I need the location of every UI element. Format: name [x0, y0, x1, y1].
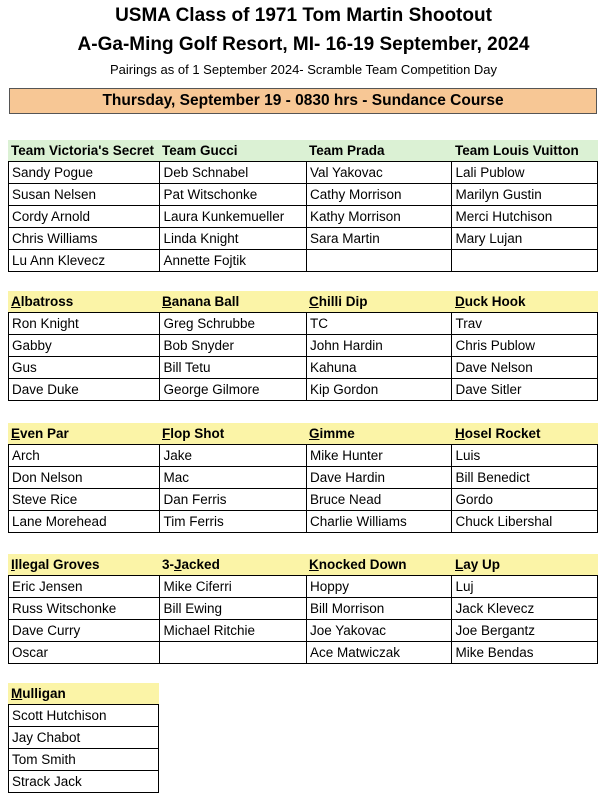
- team-header-row: [8, 683, 159, 704]
- table-row: [9, 705, 158, 726]
- table-row: [9, 619, 597, 641]
- roster-table: [8, 312, 598, 401]
- player-cell: Dave Curry: [12, 623, 81, 638]
- player-cell: Jay Chabot: [12, 730, 81, 745]
- team-name: Gimme: [309, 426, 355, 441]
- player-cell: Joe Bergantz: [451, 620, 597, 641]
- player-cell: Mary Lujan: [451, 228, 597, 249]
- team-name: Hosel Rocket: [455, 426, 541, 441]
- player-cell: Scott Hutchison: [12, 708, 107, 723]
- player-cell: Luis: [451, 445, 597, 466]
- player-cell: Kip Gordon: [306, 379, 452, 400]
- player-cell: Sara Martin: [306, 228, 452, 249]
- team-header-row: [8, 140, 598, 161]
- player-cell: Arch: [12, 448, 40, 463]
- player-cell: Mike Bendas: [451, 642, 597, 663]
- player-cell: [306, 250, 452, 271]
- team-name: Duck Hook: [455, 294, 526, 309]
- player-cell: Cordy Arnold: [12, 209, 91, 224]
- team-section-fashion: [8, 140, 598, 272]
- player-cell: Gabby: [12, 338, 52, 353]
- player-cell: Bruce Nead: [306, 489, 452, 510]
- team-name: Team Louis Vuitton: [455, 143, 579, 158]
- player-cell: Joe Yakovac: [306, 620, 452, 641]
- table-row: [9, 770, 158, 792]
- team-section-i-l: [8, 554, 598, 664]
- table-row: [9, 466, 597, 488]
- player-cell: Michael Ritchie: [159, 620, 306, 641]
- player-cell: Bill Tetu: [159, 357, 306, 378]
- player-cell: Steve Rice: [12, 492, 78, 507]
- player-cell: Deb Schnabel: [159, 162, 306, 183]
- table-row: [9, 641, 597, 663]
- table-row: [9, 356, 597, 378]
- roster-table: [8, 575, 598, 664]
- player-cell: Merci Hutchison: [451, 206, 597, 227]
- player-cell: Dave Hardin: [306, 467, 452, 488]
- roster-table: [8, 444, 598, 533]
- player-cell: TC: [306, 313, 452, 334]
- player-cell: Lali Publow: [451, 162, 597, 183]
- table-row: [9, 748, 158, 770]
- player-cell: [159, 642, 306, 663]
- team-section-e-h: [8, 423, 598, 533]
- player-cell: Kathy Morrison: [306, 206, 452, 227]
- team-header-row: [8, 423, 598, 444]
- player-cell: Trav: [451, 313, 597, 334]
- player-cell: Dave Duke: [12, 382, 79, 397]
- table-row: [9, 378, 597, 400]
- player-cell: Strack Jack: [12, 774, 82, 789]
- player-cell: Annette Fojtik: [159, 250, 306, 271]
- table-row: [9, 726, 158, 748]
- table-row: [9, 227, 597, 249]
- team-name: Chilli Dip: [309, 294, 368, 309]
- team-header-row: [8, 554, 598, 575]
- player-cell: Tim Ferris: [159, 511, 306, 532]
- team-name: Even Par: [11, 426, 69, 441]
- player-cell: Ron Knight: [12, 316, 79, 331]
- table-row: [9, 183, 597, 205]
- team-name: Team Gucci: [162, 143, 238, 158]
- page-title: USMA Class of 1971 Tom Martin Shootout: [115, 5, 492, 26]
- player-cell: Ace Matwiczak: [306, 642, 452, 663]
- player-cell: Susan Nelsen: [12, 187, 97, 202]
- page-subtitle: A-Ga-Ming Golf Resort, MI- 16-19 September, 2024: [77, 34, 530, 55]
- roster-table: [8, 161, 598, 272]
- table-row: [9, 162, 597, 183]
- team-name: Team Prada: [309, 143, 385, 158]
- table-row: [9, 576, 597, 597]
- player-cell: John Hardin: [306, 335, 452, 356]
- table-row: [9, 249, 597, 271]
- table-row: [9, 488, 597, 510]
- player-cell: Dave Nelson: [451, 357, 597, 378]
- team-name: Albatross: [11, 294, 74, 309]
- team-name: Flop Shot: [162, 426, 225, 441]
- player-cell: Chuck Libershal: [451, 511, 597, 532]
- player-cell: Lu Ann Klevecz: [12, 253, 106, 268]
- player-cell: Dave Sitler: [451, 379, 597, 400]
- player-cell: Bill Benedict: [451, 467, 597, 488]
- player-cell: Mike Ciferri: [159, 576, 306, 597]
- player-cell: Marilyn Gustin: [451, 184, 597, 205]
- table-row: [9, 205, 597, 227]
- player-cell: Tom Smith: [12, 752, 76, 767]
- team-name: 3-Jacked: [162, 557, 220, 572]
- pairings-note: Pairings as of 1 September 2024- Scramble Team Competition Day: [109, 62, 498, 77]
- player-cell: Bob Snyder: [159, 335, 306, 356]
- player-cell: Linda Knight: [159, 228, 306, 249]
- table-row: [9, 334, 597, 356]
- player-cell: Eric Jensen: [12, 579, 83, 594]
- player-cell: Gordo: [451, 489, 597, 510]
- player-cell: Cathy Morrison: [306, 184, 452, 205]
- player-cell: Jack Klevecz: [451, 598, 597, 619]
- team-name: Knocked Down: [309, 557, 407, 572]
- player-cell: Oscar: [12, 645, 49, 660]
- player-cell: Kahuna: [306, 357, 452, 378]
- day-banner: Thursday, September 19 - 0830 hrs - Sundance Course: [9, 88, 597, 114]
- table-row: [9, 510, 597, 532]
- player-cell: Pat Witschonke: [159, 184, 306, 205]
- player-cell: George Gilmore: [159, 379, 306, 400]
- player-cell: Chris Publow: [451, 335, 597, 356]
- player-cell: Mac: [159, 467, 306, 488]
- team-name: Mulligan: [11, 686, 66, 701]
- player-cell: Chris Williams: [12, 231, 98, 246]
- team-section-a-d: [8, 291, 598, 401]
- player-cell: Gus: [12, 360, 37, 375]
- player-cell: Laura Kunkemueller: [159, 206, 306, 227]
- team-name: Illegal Groves: [11, 557, 100, 572]
- roster-table: [8, 704, 159, 793]
- player-cell: Sandy Pogue: [12, 165, 94, 180]
- team-name: Lay Up: [455, 557, 501, 572]
- player-cell: Dan Ferris: [159, 489, 306, 510]
- player-cell: Greg Schrubbe: [159, 313, 306, 334]
- team-name: Banana Ball: [162, 294, 240, 309]
- player-cell: Charlie Williams: [306, 511, 452, 532]
- table-row: [9, 445, 597, 466]
- player-cell: Val Yakovac: [306, 162, 452, 183]
- table-row: [9, 313, 597, 334]
- player-cell: Bill Ewing: [159, 598, 306, 619]
- team-section-mulligan: [8, 683, 159, 793]
- player-cell: Don Nelson: [12, 470, 83, 485]
- team-name: Team Victoria's Secret: [11, 143, 155, 158]
- team-header-row: [8, 291, 598, 312]
- player-cell: Hoppy: [306, 576, 452, 597]
- player-cell: Luj: [451, 576, 597, 597]
- player-cell: Lane Morehead: [12, 514, 107, 529]
- table-row: [9, 597, 597, 619]
- player-cell: [451, 250, 597, 271]
- player-cell: Russ Witschonke: [12, 601, 117, 616]
- player-cell: Mike Hunter: [306, 445, 452, 466]
- player-cell: Jake: [159, 445, 306, 466]
- player-cell: Bill Morrison: [306, 598, 452, 619]
